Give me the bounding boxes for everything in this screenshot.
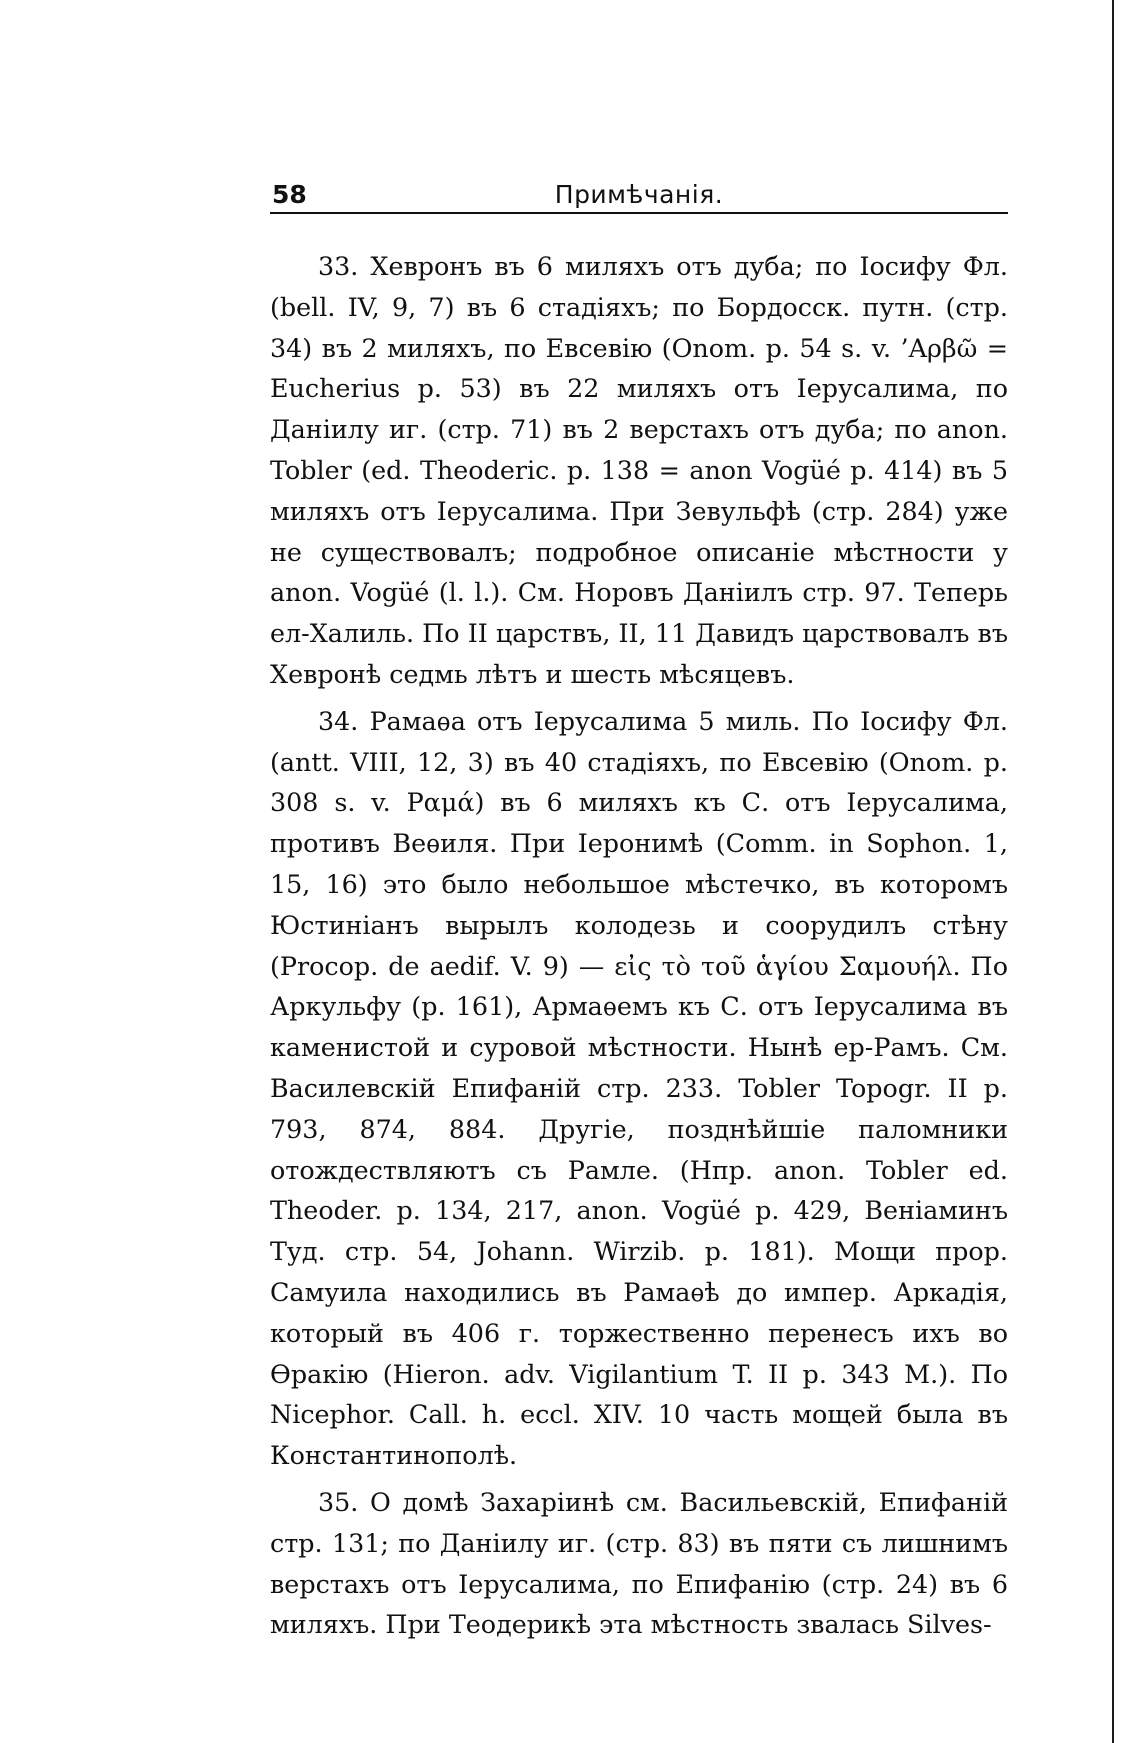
running-title: Примѣчанія.	[554, 180, 724, 209]
notes-section	[270, 246, 1008, 1645]
note-34: 34. Рамаѳа отъ Іерусалима 5 миль. По Іосифу Фл. (antt. VIII, 12, 3) въ 40 стадіяхъ, по Евсевію (Onom. p. 308 s. v. Ραμά) въ 6 миляхъ къ С. отъ Іерусалима, противъ Веѳиля. При Іеронимѣ (Comm. in Sophon. 1, 15, 16) это было небольшое мѣстечко, въ которомъ Юстиніанъ вырылъ колодезь и соорудилъ стѣну (Procop. de aedif. V. 9) — εἰς τὸ τοῦ ἁγίου Σαμουήλ. По Аркульфу (p. 161), Армаѳемъ къ С. отъ Іерусалима въ каменистой и суровой мѣстности. Нынѣ ер-Рамъ. См. Василевскій Епифаній стр. 233. Tobler Topogr. II p. 793, 874, 884. Другіе, позднѣйшіе паломники отождествляютъ съ Рамле. (Нпр. anon. Tobler ed. Theoder. p. 134, 217, anon. Vogüé p. 429, Веніаминъ Туд. стр. 54, Johann. Wirzib. p. 181). Мощи прор. Самуила находились въ Рамаѳѣ до импер. Аркадія, который въ 406 г. торжественно перенесъ ихъ во Ѳракію (Hieron. adv. Vigilantium T. II p. 343 M.). По Niceрhor. Call. h. eccl. XIV. 10 часть мощей была въ Константинополѣ.	[270, 705, 1008, 1471]
book-page	[270, 176, 1008, 1651]
note-33: 33. Хевронъ въ 6 миляхъ отъ дуба; по Іосифу Фл. (bell. IV, 9, 7) въ 6 стадіяхъ; по Бордосск. путн. (стр. 34) въ 2 миляхъ, по Евсевію (Onom. p. 54 s. v. ’Αρβῶ = Eucherius p. 53) въ 22 миляхъ отъ Іерусалима, по Даніилу иг. (стр. 71) въ 2 верстахъ отъ дуба; по anon. Tobler (ed. Theoderic. p. 138 = anon Vogüé p. 414) въ 5 миляхъ отъ Іерусалима. При Зевульфѣ (стр. 284) уже не существовалъ; подробное описаніе мѣстности у anon. Vogüé (l. l.). См. Норовъ Даніилъ стр. 97. Теперь ел-Халиль. По II царствъ, II, 11 Давидъ царствовалъ въ Хевронѣ седмь лѣтъ и шесть мѣсяцевъ.	[270, 251, 1008, 689]
page-header	[270, 176, 1008, 214]
page-number: 58	[272, 180, 307, 209]
header-rule	[270, 212, 1008, 214]
note-35: 35. О домѣ Захаріинѣ см. Васильевскій, Епифаній стр. 131; по Даніилу иг. (стр. 83) въ пяти съ лишнимъ верстахъ отъ Іерусалима, по Епифанію (стр. 24) въ 6 миляхъ. При Теодерикѣ эта мѣстность звалась Silves-	[270, 1486, 1008, 1640]
scan-edge-line	[1112, 0, 1114, 1743]
